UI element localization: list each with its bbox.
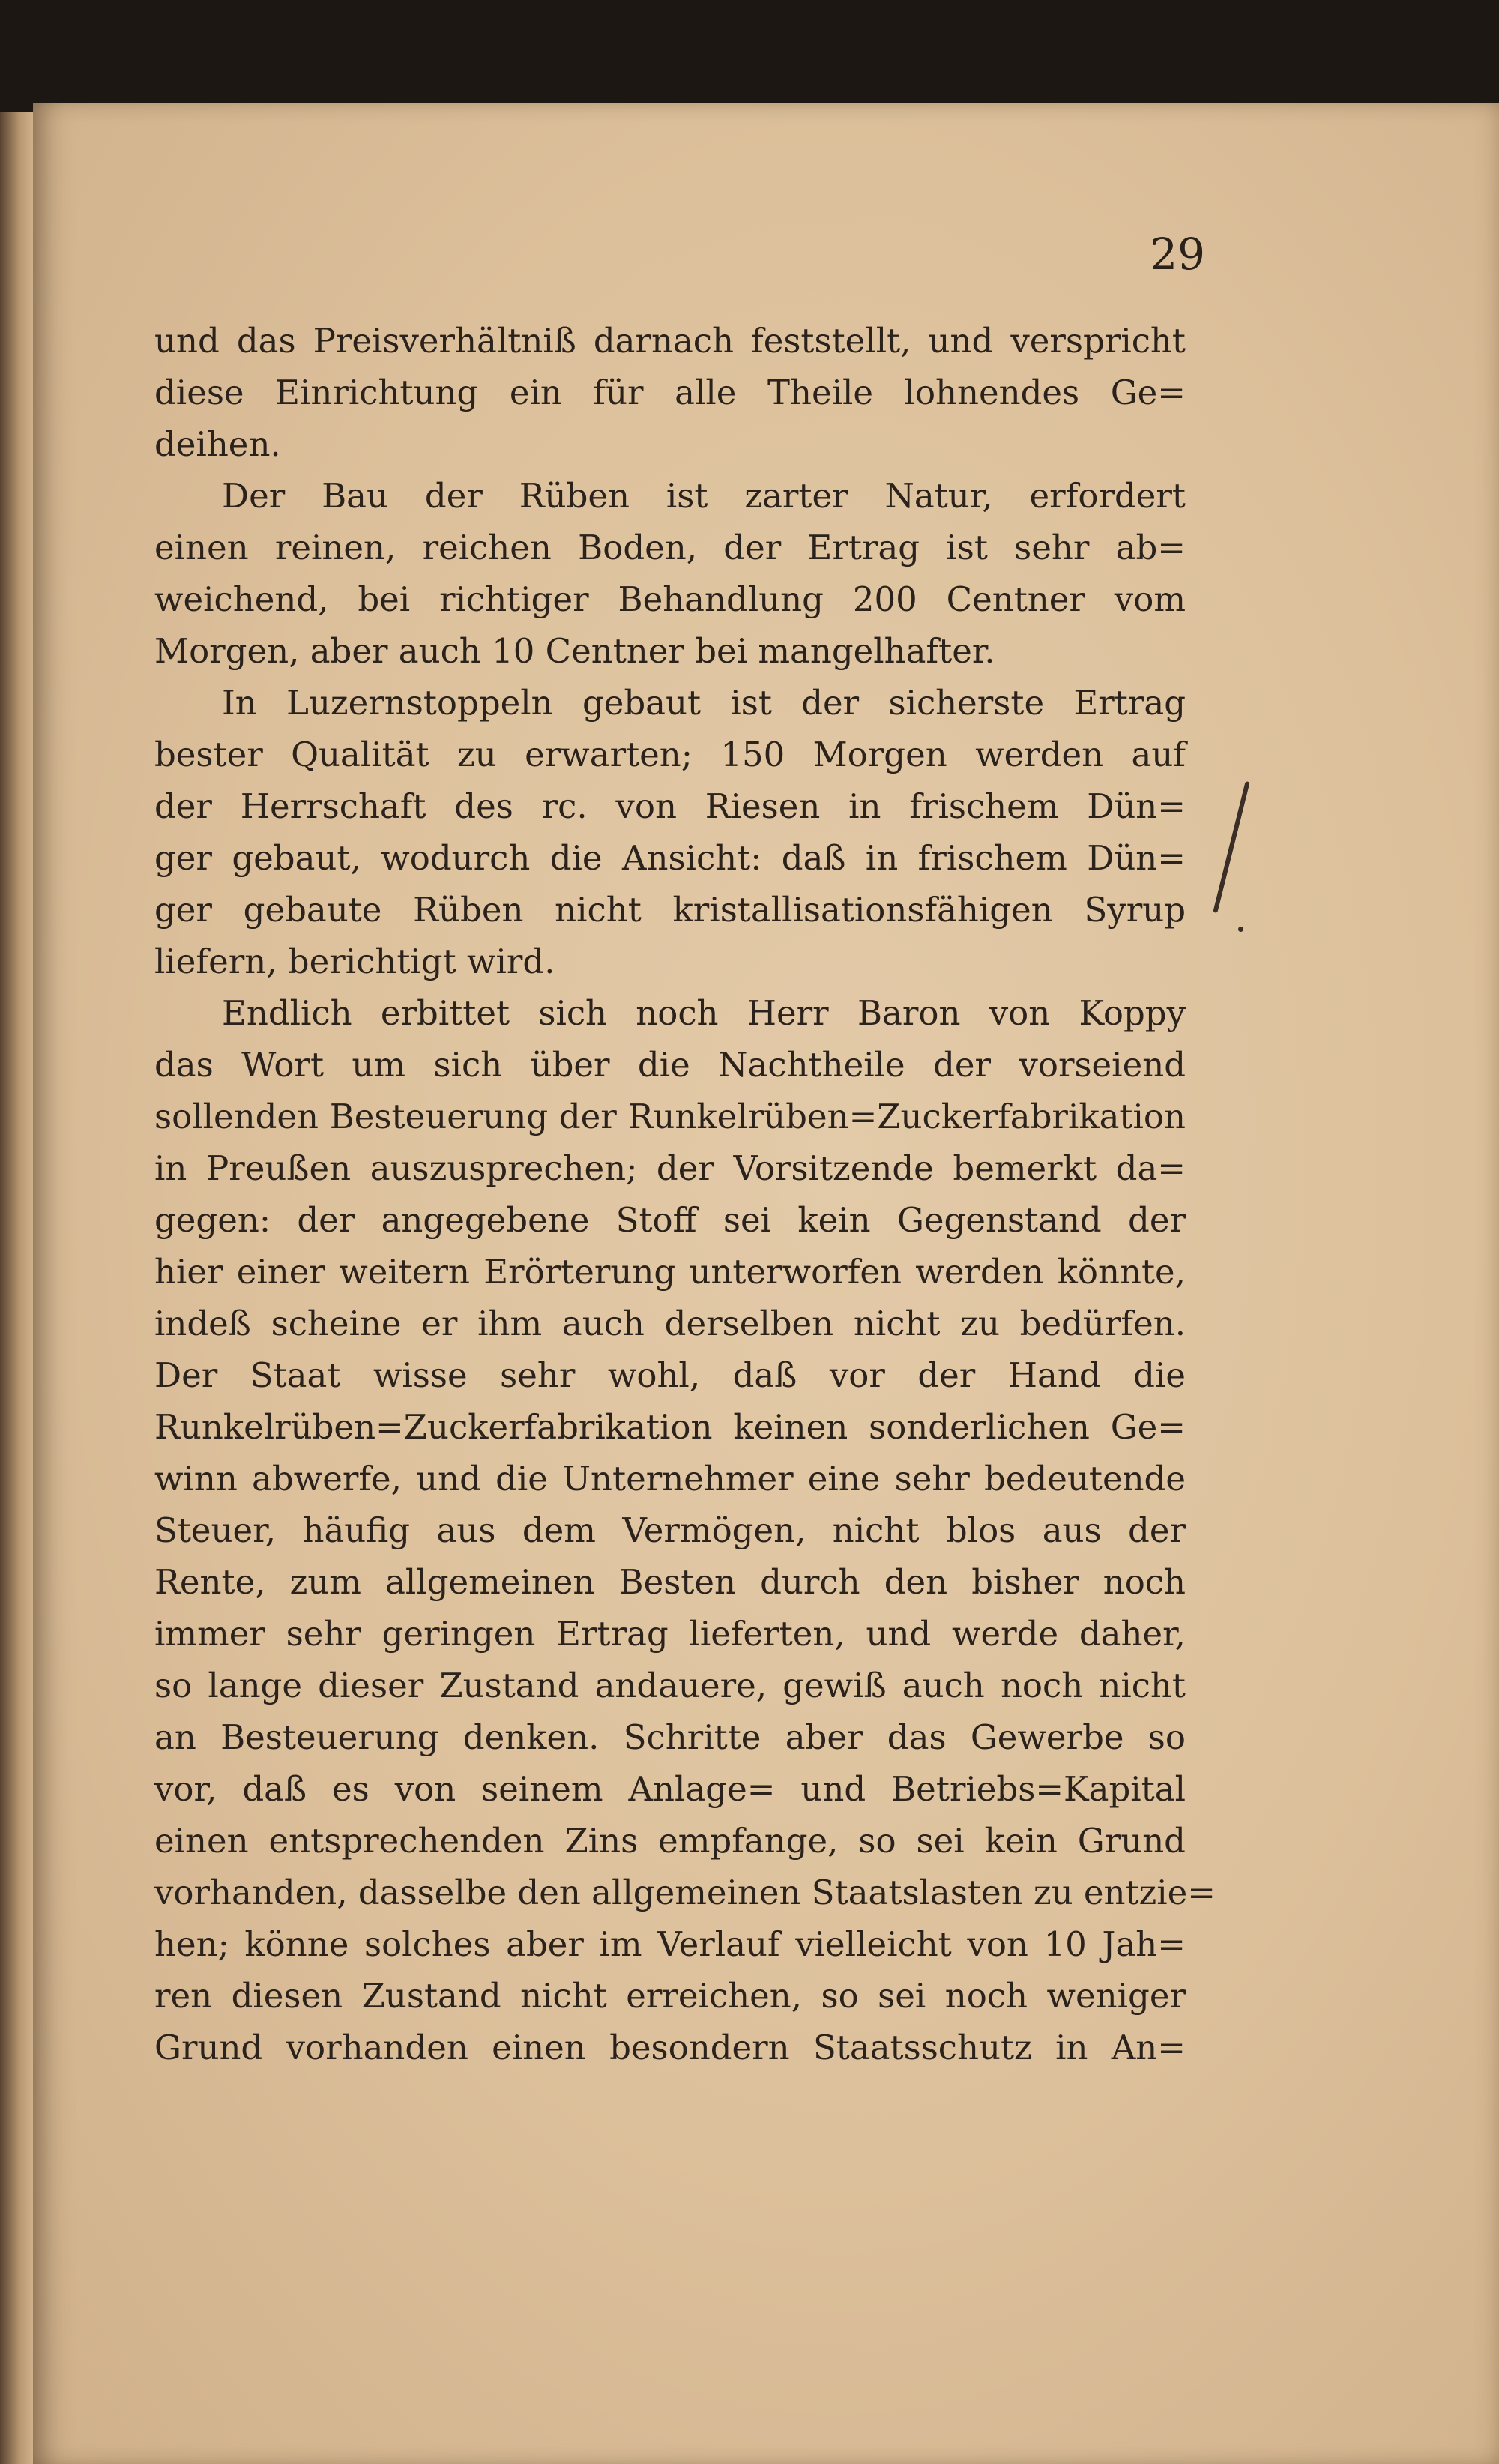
text-line: Morgen, aber auch 10 Centner bei mangelhafter. [154, 631, 995, 671]
text-line: einen entsprechenden Zins empfange, so sei kein Grund [154, 1821, 1186, 1861]
page-number: 29 [1150, 229, 1205, 280]
text-line: das Wort um sich über die Nachtheile der vorseiend [154, 1045, 1186, 1085]
text-line: weichend, bei richtiger Behandlung 200 Centner vom [154, 579, 1186, 619]
margin-dot-mark [1238, 927, 1243, 932]
text-line: ger gebaut, wodurch die Ansicht: daß in frischem Dün= [154, 838, 1186, 878]
facing-page-edge [0, 112, 33, 2464]
text-line: liefern, berichtigt wird. [154, 942, 555, 981]
text-line: immer sehr geringen Ertrag lieferten, und werde daher, [154, 1614, 1186, 1654]
text-line: deihen. [154, 424, 281, 464]
text-line: und das Preisverhältniß darnach feststellt, und verspricht [154, 321, 1186, 361]
text-line: gegen: der angegebene Stoff sei kein Gegenstand der [154, 1200, 1186, 1240]
text-line: Der Staat wisse sehr wohl, daß vor der Hand die [154, 1355, 1186, 1395]
text-line: der Herrschaft des rc. von Riesen in frischem Dün= [154, 786, 1186, 826]
text-line: hen; könne solches aber im Verlauf vielleicht von 10 Jah= [154, 1924, 1186, 1964]
text-line: sollenden Besteuerung der Runkelrüben=Zuckerfabrikation [154, 1097, 1186, 1136]
text-line: ren diesen Zustand nicht erreichen, so sei noch weniger [154, 1976, 1186, 2016]
text-line: hier einer weitern Erörterung unterworfen werden könnte, [154, 1252, 1186, 1292]
text-line: In Luzernstoppeln gebaut ist der sicherste Ertrag [222, 683, 1186, 723]
text-line: an Besteuerung denken. Schritte aber das Gewerbe so [154, 1717, 1186, 1757]
text-line: einen reinen, reichen Boden, der Ertrag ist sehr ab= [154, 528, 1186, 567]
text-line: Der Bau der Rüben ist zarter Natur, erfordert [222, 476, 1186, 516]
text-line: vorhanden, dasselbe den allgemeinen Staatslasten zu entzie= [154, 1873, 1216, 1912]
text-line: winn abwerfe, und die Unternehmer eine sehr bedeutende [154, 1459, 1186, 1498]
text-line: in Preußen auszusprechen; der Vorsitzende bemerkt da= [154, 1148, 1186, 1188]
text-line: Rente, zum allgemeinen Besten durch den bisher noch [154, 1562, 1186, 1602]
page-text [154, 315, 1216, 2073]
text-line: Grund vorhanden einen besondern Staatsschutz in An= [154, 2028, 1186, 2067]
text-line: indeß scheine er ihm auch derselben nicht zu bedürfen. [154, 1304, 1186, 1343]
text-line: vor, daß es von seinem Anlage= und Betriebs=Kapital [154, 1769, 1186, 1809]
text-line: Runkelrüben=Zuckerfabrikation keinen sonderlichen Ge= [154, 1407, 1186, 1447]
text-line: bester Qualität zu erwarten; 150 Morgen werden auf [154, 735, 1186, 774]
text-line: Steuer, häufig aus dem Vermögen, nicht blos aus der [154, 1510, 1186, 1550]
text-line: Endlich erbittet sich noch Herr Baron von Koppy [222, 993, 1186, 1033]
text-line: ger gebaute Rüben nicht kristallisationsfähigen Syrup [154, 890, 1186, 930]
text-line: diese Einrichtung ein für alle Theile lohnendes Ge= [154, 373, 1186, 412]
text-line: so lange dieser Zustand andauere, gewiß auch noch nicht [154, 1666, 1186, 1705]
